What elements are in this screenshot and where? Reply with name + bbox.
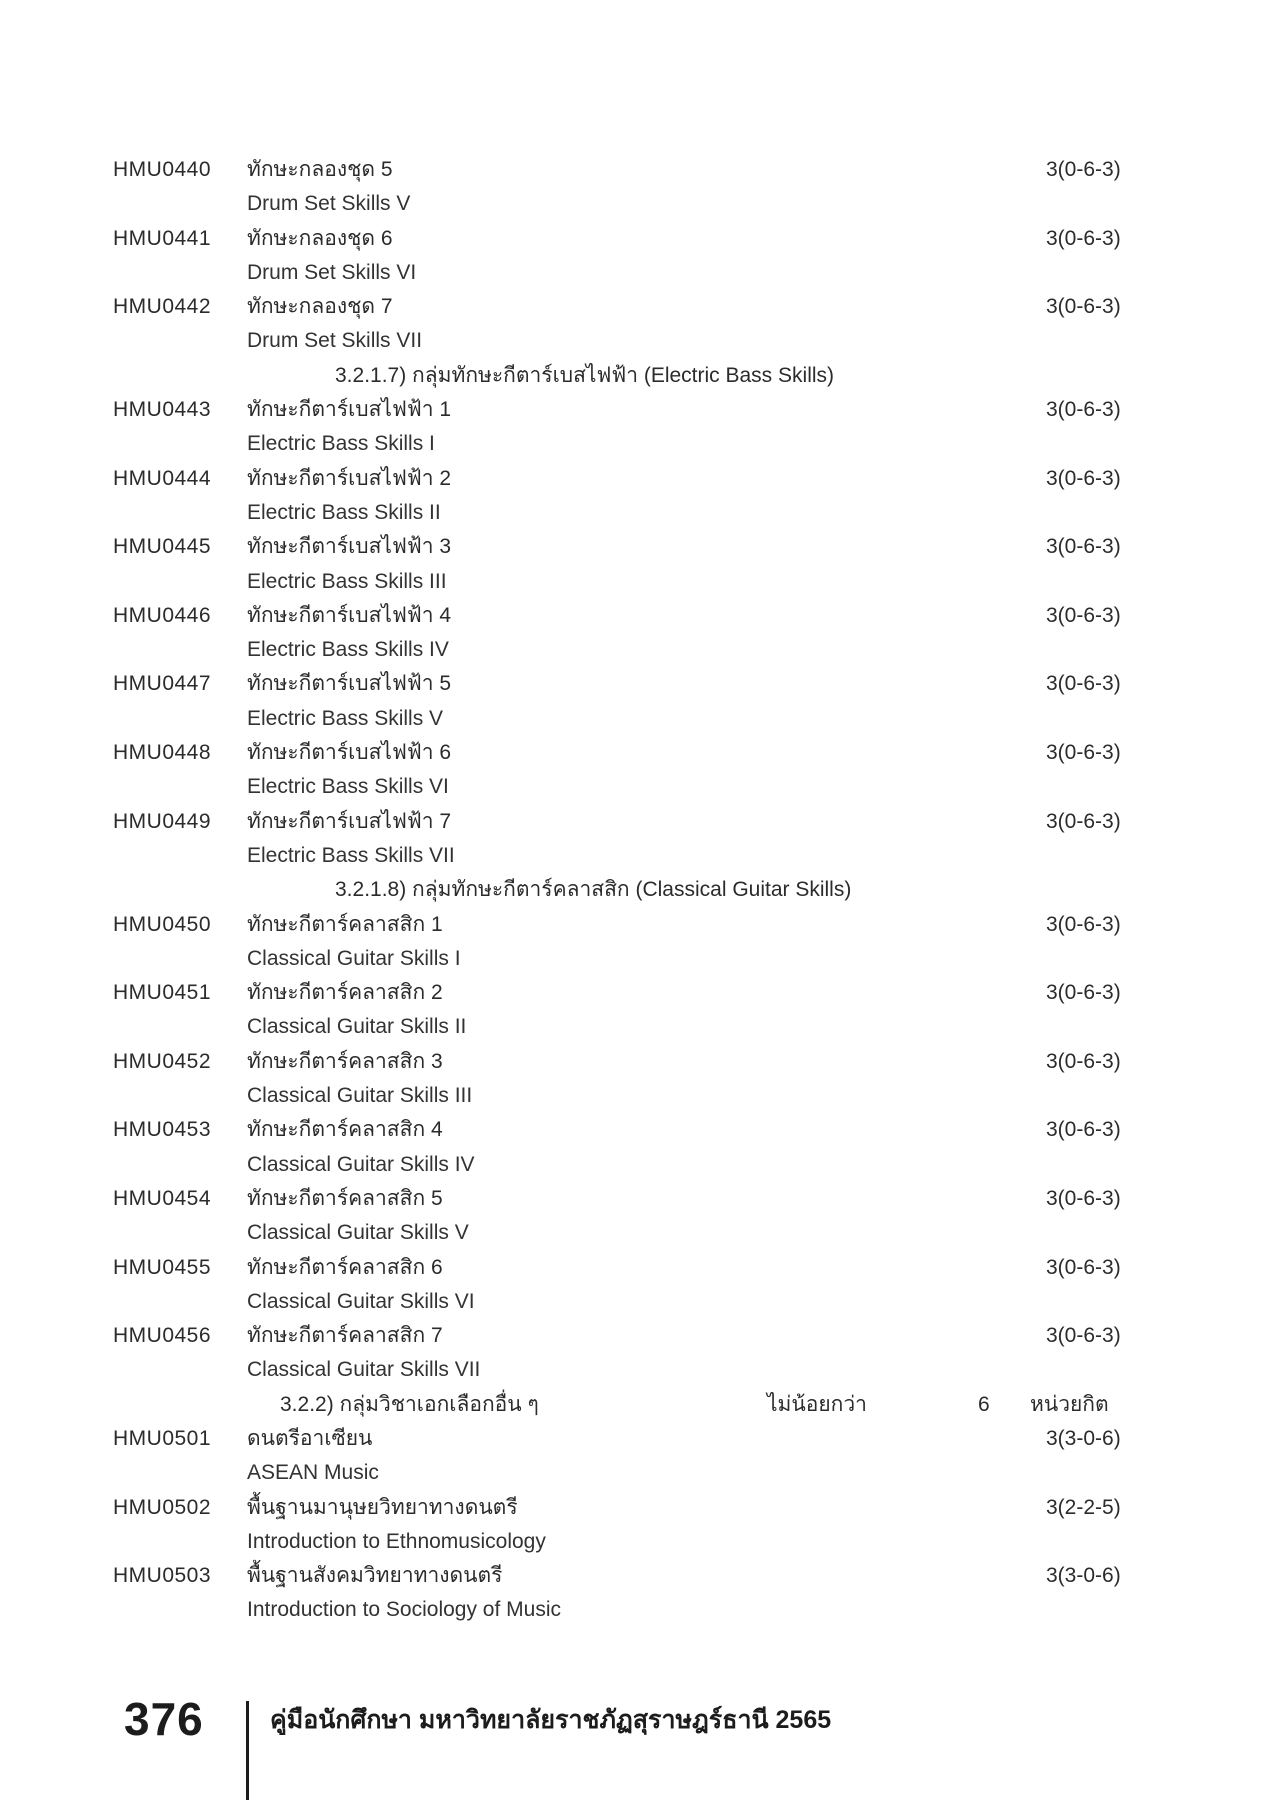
text-line [0, 1491, 1267, 1525]
course-code: HMU0448 [113, 741, 212, 765]
course-credit: 3(0-6-3) [1046, 1255, 1121, 1279]
text-line [0, 1388, 1267, 1422]
text-line [0, 1319, 1267, 1353]
text-line [0, 496, 1267, 530]
text-line [0, 908, 1267, 942]
course-code: HMU0441 [113, 226, 212, 250]
section-heading: 3.2.1.8) กลุ่มทักษะกีตาร์คลาสสิก (Classical Guitar Skills) [335, 878, 852, 902]
text-line [0, 1525, 1267, 1559]
course-code: HMU0501 [113, 1426, 212, 1450]
text-line [0, 187, 1267, 221]
text-line [0, 1113, 1267, 1147]
text-line [0, 1559, 1267, 1593]
course-credit: 3(0-6-3) [1046, 158, 1121, 181]
course-code: HMU0451 [113, 981, 212, 1005]
course-title-thai: ทักษะกีตาร์คลาสสิก 6 [247, 1255, 443, 1279]
text-line [0, 530, 1267, 564]
text-line [0, 633, 1267, 667]
course-title-thai: ทักษะกีตาร์คลาสสิก 2 [247, 981, 443, 1005]
course-credit: 3(0-6-3) [1046, 912, 1121, 936]
text-line [0, 565, 1267, 599]
course-code: HMU0454 [113, 1186, 212, 1210]
course-title-english: ASEAN Music [247, 1461, 379, 1485]
course-title-english: Electric Bass Skills IV [247, 638, 449, 662]
course-title-thai: ทักษะกีตาร์เบสไฟฟ้า 5 [247, 672, 452, 696]
course-credit: 3(0-6-3) [1046, 741, 1121, 765]
text-line [0, 256, 1267, 290]
course-list [0, 153, 1267, 1628]
course-title-thai: ทักษะกลองชุด 6 [247, 226, 393, 250]
course-title-english: Electric Bass Skills VI [247, 775, 449, 799]
course-title-thai: ดนตรีอาเซียน [247, 1426, 373, 1450]
course-code: HMU0502 [113, 1495, 212, 1519]
course-credit: 3(0-6-3) [1046, 1186, 1121, 1210]
page-number: 376 [124, 1693, 204, 1745]
text-line [0, 1422, 1267, 1456]
course-code: HMU0455 [113, 1255, 212, 1279]
course-title-english: Electric Bass Skills III [247, 569, 447, 593]
course-title-thai: พื้นฐานสังคมวิทยาทางดนตรี [247, 1564, 503, 1588]
course-title-english: Classical Guitar Skills VII [247, 1358, 481, 1382]
course-title-thai: ทักษะกีตาร์คลาสสิก 7 [247, 1324, 443, 1348]
text-line [0, 1285, 1267, 1319]
course-title-thai: ทักษะกีตาร์เบสไฟฟ้า 6 [247, 741, 452, 765]
text-line [0, 1251, 1267, 1285]
course-title-thai: ทักษะกีตาร์คลาสสิก 1 [247, 912, 443, 936]
course-code: HMU0445 [113, 535, 212, 559]
course-code: HMU0503 [113, 1564, 212, 1588]
course-title-english: Electric Bass Skills I [247, 432, 435, 456]
course-credit: 3(0-6-3) [1046, 672, 1121, 696]
course-credit: 3(0-6-3) [1046, 226, 1121, 250]
text-line [0, 976, 1267, 1010]
course-code: HMU0452 [113, 1049, 212, 1073]
text-line [0, 736, 1267, 770]
course-title-english: Electric Bass Skills II [247, 500, 441, 524]
course-title-thai: ทักษะกีตาร์คลาสสิก 3 [247, 1049, 443, 1073]
course-code: HMU0443 [113, 398, 212, 422]
course-title-english: Classical Guitar Skills IV [247, 1152, 475, 1176]
section-heading: 3.2.1.7) กลุ่มทักษะกีตาร์เบสไฟฟ้า (Electric Bass Skills) [335, 363, 835, 387]
text-line [0, 462, 1267, 496]
course-title-thai: ทักษะกีตาร์เบสไฟฟ้า 7 [247, 809, 452, 833]
course-title-thai: ทักษะกีตาร์เบสไฟฟ้า 3 [247, 535, 452, 559]
text-line [0, 1045, 1267, 1079]
course-code: HMU0453 [113, 1118, 212, 1142]
course-credit: 3(0-6-3) [1046, 1324, 1121, 1348]
course-title-english: Drum Set Skills V [247, 192, 411, 216]
text-line [0, 770, 1267, 804]
course-title-english: Classical Guitar Skills I [247, 946, 461, 970]
text-line [0, 942, 1267, 976]
course-code: HMU0442 [113, 295, 212, 319]
text-line [0, 667, 1267, 701]
course-credit: 3(0-6-3) [1046, 981, 1121, 1005]
course-title-thai: พื้นฐานมานุษยวิทยาทางดนตรี [247, 1495, 518, 1519]
course-title-english: Electric Bass Skills V [247, 706, 444, 730]
text-line [0, 873, 1267, 907]
course-credit: 3(0-6-3) [1046, 1049, 1121, 1073]
course-credit: 3(0-6-3) [1046, 603, 1121, 627]
course-credit: 3(2-2-5) [1046, 1495, 1121, 1519]
course-code: HMU0450 [113, 912, 212, 936]
course-credit: 3(0-6-3) [1046, 1118, 1121, 1142]
course-title-english: Classical Guitar Skills V [247, 1221, 469, 1245]
course-code: HMU0449 [113, 809, 212, 833]
course-code: HMU0440 [113, 158, 212, 181]
footer-divider [246, 1701, 249, 1800]
course-title-english: Classical Guitar Skills VI [247, 1289, 475, 1313]
text-line [0, 1456, 1267, 1490]
course-title-english: Introduction to Sociology of Music [247, 1598, 561, 1622]
course-title-thai: ทักษะกีตาร์เบสไฟฟ้า 1 [247, 398, 452, 422]
requirement-unit: หน่วยกิต [1030, 1392, 1109, 1416]
text-line [0, 702, 1267, 736]
course-title-english: Classical Guitar Skills II [247, 1015, 467, 1039]
course-title-thai: ทักษะกีตาร์เบสไฟฟ้า 2 [247, 466, 452, 490]
course-credit: 3(0-6-3) [1046, 398, 1121, 422]
course-code: HMU0456 [113, 1324, 212, 1348]
text-line [0, 1182, 1267, 1216]
text-line [0, 1353, 1267, 1387]
course-credit: 3(0-6-3) [1046, 535, 1121, 559]
requirement-credit-value: 6 [978, 1392, 990, 1416]
course-credit: 3(0-6-3) [1046, 295, 1121, 319]
requirement-condition: ไม่น้อยกว่า [767, 1392, 867, 1416]
course-code: HMU0446 [113, 603, 212, 627]
text-line [0, 153, 1267, 187]
text-line [0, 839, 1267, 873]
text-line [0, 359, 1267, 393]
course-title-english: Introduction to Ethnomusicology [247, 1529, 546, 1553]
course-credit: 3(3-0-6) [1046, 1564, 1121, 1588]
text-line [0, 1010, 1267, 1044]
text-line [0, 1593, 1267, 1627]
text-line [0, 324, 1267, 358]
text-line [0, 222, 1267, 256]
course-credit: 3(3-0-6) [1046, 1426, 1121, 1450]
text-line [0, 1216, 1267, 1250]
course-code: HMU0444 [113, 466, 212, 490]
text-line [0, 1148, 1267, 1182]
requirement-label: 3.2.2) กลุ่มวิชาเอกเลือกอื่น ๆ [280, 1392, 539, 1416]
text-line [0, 290, 1267, 324]
course-title-english: Drum Set Skills VI [247, 260, 417, 284]
course-code: HMU0447 [113, 672, 212, 696]
course-title-thai: ทักษะกีตาร์เบสไฟฟ้า 4 [247, 603, 452, 627]
course-credit: 3(0-6-3) [1046, 466, 1121, 490]
course-title-english: Drum Set Skills VII [247, 329, 423, 353]
course-title-thai: ทักษะกีตาร์คลาสสิก 4 [247, 1118, 443, 1142]
course-title-thai: ทักษะกลองชุด 7 [247, 295, 393, 319]
text-line [0, 599, 1267, 633]
text-line [0, 1079, 1267, 1113]
course-title-thai: ทักษะกลองชุด 5 [247, 158, 393, 181]
text-line [0, 427, 1267, 461]
course-title-english: Classical Guitar Skills III [247, 1084, 473, 1108]
course-title-english: Electric Bass Skills VII [247, 843, 455, 867]
text-line [0, 393, 1267, 427]
course-credit: 3(0-6-3) [1046, 809, 1121, 833]
course-title-thai: ทักษะกีตาร์คลาสสิก 5 [247, 1186, 443, 1210]
footer-handbook-title: คู่มือนักศึกษา มหาวิทยาลัยราชภัฏสุราษฎร์ธานี 2565 [270, 1706, 832, 1734]
text-line [0, 805, 1267, 839]
